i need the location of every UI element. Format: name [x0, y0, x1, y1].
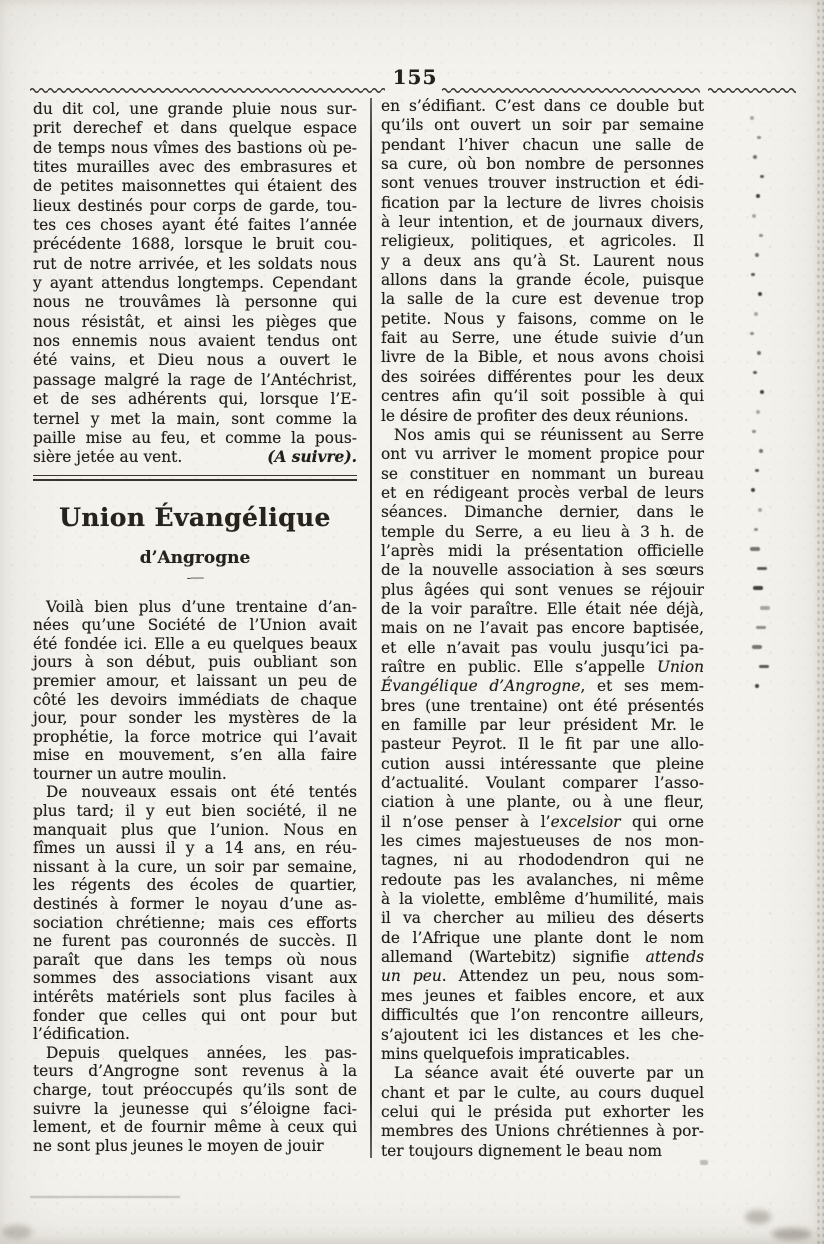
page-header — [30, 64, 796, 92]
text-line: sa cure, où bon nombre de personnes — [381, 155, 704, 174]
paragraph — [33, 783, 357, 1043]
scan-artifact — [757, 136, 761, 140]
text-line: tourner un autre moulin. — [33, 764, 227, 783]
text-line: en famille par leur président Mr. le — [381, 716, 704, 734]
text-line: à leur intention, et de journaux divers, — [381, 213, 704, 232]
text-line: de la nouvelle association à ses sœurs — [381, 561, 704, 580]
text-line: lieux destinés pour corps de garde, tou- — [33, 196, 357, 215]
scan-artifact — [753, 586, 763, 590]
paragraph — [381, 426, 704, 1064]
text-line: cution aussi intéressante que pleine — [381, 754, 704, 773]
text-line: prit derechef et dans quelque espace — [33, 119, 357, 138]
text-line: centres afin qu’il soit possible à qui — [381, 387, 704, 406]
text-line: nos ennemis nous avaient tendus ont — [33, 332, 357, 351]
section-divider — [33, 475, 357, 481]
text-line: il va chercher au milieu des déserts — [381, 909, 704, 928]
article-continuation-body — [33, 100, 357, 468]
scan-artifact — [759, 234, 763, 238]
text-line: ternel y met la main, sont comme la — [33, 409, 357, 428]
scan-artifact — [772, 1228, 812, 1240]
text-line: l’après midi la présentation officielle — [381, 541, 704, 560]
scan-artifact — [754, 312, 758, 316]
text-line: précédente 1688, lorsque le bruit cou- — [33, 235, 357, 254]
text-line: allons dans la grande école, puisque — [381, 271, 704, 290]
text-line: nées qu’une Société de l’Union avait — [33, 616, 357, 635]
scan-artifact — [757, 351, 761, 355]
article-union-evangelique — [33, 503, 357, 1156]
text-line: difficultés que l’on rencontre ailleurs, — [381, 1006, 704, 1025]
text-line: ter toujours dignement le beau nom — [381, 1141, 662, 1160]
text-line: Nos amis qui se réunissent au Serre — [394, 425, 704, 444]
scan-artifact — [753, 371, 757, 375]
text-line: teurs d’Angrogne sont revenus à la — [33, 1062, 357, 1081]
text-line: celui qui le présida put exhorter les — [381, 1102, 704, 1121]
text-line: mise en mouvement, s’en alla faire — [33, 746, 357, 765]
text-line: il n’ose penser à l’excelsior qui orne — [381, 812, 704, 831]
text-line: manquait plus que l’union. Nous en — [33, 820, 357, 839]
text-line: les régents des écoles de quartier, — [33, 876, 357, 895]
text-line: livre de la Bible, et nous avons choisi — [381, 348, 704, 367]
text-line: été fondée ici. Elle a eu quelques beaux — [33, 634, 357, 653]
scan-artifact — [755, 253, 759, 257]
text-line: fication par la lecture de livres choisis — [381, 193, 704, 212]
page-number: 155 — [392, 65, 438, 89]
paragraph — [381, 97, 704, 426]
text-line: s’ajoutent ici les distances et les che- — [381, 1025, 704, 1044]
text-line: charge, tout préoccupés qu’ils sont de — [33, 1080, 357, 1099]
text-line: lement, et de fournir même à ceux qui — [33, 1118, 357, 1137]
text-line: fîmes un aussi il y a 14 ans, en réu- — [33, 839, 357, 858]
text-line: à la violette, emblême d’humilité, mais — [381, 890, 704, 909]
scan-artifact — [750, 116, 754, 120]
text-line: prophétie, la force motrice qui l’avait — [33, 727, 357, 746]
text-line: ne furent pas couronnés de succès. Il — [33, 932, 357, 951]
left-column — [33, 100, 357, 1155]
text-line: nous résistât, et ainsi les pièges que — [33, 312, 357, 331]
scan-artifact — [759, 449, 763, 453]
text-line: mes jeunes et faibles encore, et aux — [381, 986, 704, 1005]
text-line: suivre la jeunesse qui s’éloigne faci- — [33, 1099, 357, 1118]
text-line: nissant à la cure, un soir par semaine, — [33, 857, 357, 876]
text-line: sommes des associations visant aux — [33, 969, 357, 988]
text-line: se constituer en nommant un bureau — [381, 464, 704, 483]
text-line: ciation à une plante, ou à une fleur, — [381, 793, 704, 812]
right-column-body — [381, 97, 704, 1161]
text-line: Évangélique d’Angrogne, et ses mem- — [381, 677, 704, 696]
scan-artifact — [756, 410, 760, 414]
text-line: Depuis quelques années, les pas- — [46, 1043, 357, 1062]
text-line: bres (une trentaine) ont été présentés — [381, 696, 704, 715]
text-line: petite. Nous y faisons, comme on le — [381, 309, 704, 328]
paragraph — [33, 598, 357, 784]
article-continuation — [33, 100, 357, 468]
text-line: ont vu arriver le moment propice pour — [381, 445, 704, 464]
text-line: le désire de profiter des deux réunions. — [381, 406, 689, 425]
text-line: les cimes majestueuses de nos mon- — [381, 832, 704, 851]
text-line: et elle n’avait pas voulu jusqu’ici pa- — [381, 638, 704, 657]
text-line: La séance avait été ouverte par un — [394, 1064, 704, 1083]
title-ornament: -— — [186, 569, 204, 586]
text-line: jours à son début, puis oubliant son — [33, 653, 357, 672]
text-line: côté les devoirs immédiats de chaque — [33, 690, 357, 709]
paragraph — [33, 100, 357, 468]
text-line: y a deux ans qu’à St. Laurent nous — [381, 251, 704, 270]
paragraph — [381, 1064, 704, 1161]
text-line: paraît que dans les temps où nous — [33, 950, 357, 969]
text-line: de la voir paraître. Elle était née déjà, — [381, 599, 704, 618]
wavy-rule-right — [442, 79, 700, 87]
text-line: Voilà bien plus d’une trentaine d’an- — [46, 597, 357, 616]
scan-artifact — [753, 155, 757, 159]
scan-artifact — [755, 469, 759, 473]
text-line: sière jetée au vent. (A suivre). — [33, 448, 357, 467]
text-line: sociation chrétienne; mais ces efforts — [33, 913, 357, 932]
text-line: passage malgré la rage de l’Antéchrist, — [33, 370, 357, 389]
text-line: en s’édifiant. C’est dans ce double but — [381, 97, 704, 115]
text-line: mins quelquefois impraticables. — [381, 1044, 631, 1063]
wavy-rule-right-end — [708, 79, 796, 87]
text-line: chant et par le culte, au cours duquel — [381, 1083, 704, 1102]
text-line: plus tard; il y eut bien société, il ne — [33, 802, 357, 821]
scan-artifact — [2, 1225, 32, 1239]
text-line: allemand (Wartebitz) signifie attends — [381, 948, 704, 967]
article-body — [33, 598, 357, 1156]
text-line: du dit col, une grande pluie nous sur- — [33, 100, 357, 118]
scan-artifact — [760, 606, 770, 610]
text-line: y ayant attendus longtemps. Cependant — [33, 274, 357, 293]
text-line: membres des Unions chrétiennes à por- — [381, 1122, 704, 1141]
column-rule — [370, 98, 372, 1158]
text-line: et en rédigeant procès verbal de leurs — [381, 483, 704, 502]
text-line: rut de notre arrivée, et les soldats nous — [33, 254, 357, 273]
text-line: pasteur Peyrot. Il le fit par une allo- — [381, 735, 704, 754]
text-line: qu’ils ont ouvert un soir par semaine — [381, 116, 704, 135]
text-line: de l’Afrique une plante dont le nom — [381, 928, 704, 947]
text-line: d’actualité. Voulant comparer l’asso- — [381, 774, 704, 793]
text-line: de temps nous vîmes des bastions où pe- — [33, 138, 357, 157]
article-subtitle: d’Angrogne — [139, 547, 251, 568]
text-line: de petites maisonnettes qui étaient des — [33, 177, 357, 196]
text-line: jour, pour sonder les mystères de la — [33, 709, 357, 728]
text-line: nous ne trouvâmes là personne qui — [33, 293, 357, 312]
text-line: la salle de la cure est devenue trop — [381, 290, 704, 309]
text-line: tes ces choses ayant été faites l’année — [33, 216, 357, 235]
text-line: tagnes, ni au rhododendron qui ne — [381, 851, 704, 870]
scan-artifact — [750, 547, 760, 551]
scan-artifact — [751, 488, 755, 492]
scan-artifact — [755, 684, 759, 688]
text-line: plus âgées qui sont venues se réjouir — [381, 580, 704, 599]
scan-artifact — [752, 430, 756, 434]
text-line: ne sont plus jeunes le moyen de jouir — [33, 1136, 324, 1155]
text-line: l’édification. — [33, 1025, 130, 1044]
article-title: Union Évangélique — [59, 502, 331, 532]
text-line: fait au Serre, une étude suivie d’un — [381, 329, 704, 348]
text-line: premier amour, et laissant un peu de — [33, 671, 357, 690]
text-line: et de ses adhérents qui, lorsque l’E- — [33, 390, 357, 409]
scan-artifact — [750, 332, 754, 336]
text-line: un peu. Attendez un peu, nous som- — [381, 967, 704, 986]
text-line: séances. Dimanche dernier, dans le — [381, 503, 704, 522]
scan-artifact — [756, 194, 760, 198]
scan-artifact — [756, 626, 766, 630]
scan-artifact — [758, 292, 762, 296]
scan-edge-noise — [816, 0, 824, 1244]
scan-artifact — [751, 273, 755, 277]
text-line: tites murailles avec des embrasures et — [33, 158, 357, 177]
text-line: des soirées différentes pour les deux — [381, 367, 704, 386]
scan-artifact — [760, 390, 764, 394]
text-line: fonder que celles qui ont pour but — [33, 1006, 357, 1025]
text-line: été vains, et Dieu nous a ouvert le — [33, 351, 357, 370]
text-line: sont venues trouver instruction et édi- — [381, 174, 704, 193]
scan-artifact — [757, 567, 767, 571]
scan-artifact — [700, 1160, 708, 1165]
text-line: paille mise au feu, et comme la pous- — [33, 428, 357, 447]
text-line: temple du Serre, a eu lieu à 3 h. de — [381, 522, 704, 541]
text-line: pendant l’hiver chacun une salle de — [381, 135, 704, 154]
scan-artifact — [752, 645, 762, 649]
scan-artifact — [760, 175, 764, 179]
scan-artifact — [30, 1196, 180, 1198]
scan-artifact — [758, 508, 762, 512]
text-line: religieux, politiques, et agricoles. Il — [381, 232, 704, 251]
text-line: raître en public. Elle s’appelle Union — [381, 657, 704, 676]
right-column — [381, 97, 704, 1161]
text-line: De nouveaux essais ont été tentés — [46, 783, 357, 802]
text-line: destinés à former le noyau d’une as- — [33, 895, 357, 914]
scan-artifact — [745, 1210, 771, 1224]
text-line: redoute pas les avalanches, ni même — [381, 870, 704, 889]
scan-artifact — [754, 528, 758, 532]
text-line: mais on ne l’avait pas encore baptisée, — [381, 619, 704, 638]
scan-artifact — [752, 214, 756, 218]
text-line: intérêts matériels sont plus faciles à — [33, 988, 357, 1006]
wavy-rule-left — [30, 79, 385, 87]
paragraph — [33, 1044, 357, 1156]
scan-artifact — [759, 665, 769, 669]
